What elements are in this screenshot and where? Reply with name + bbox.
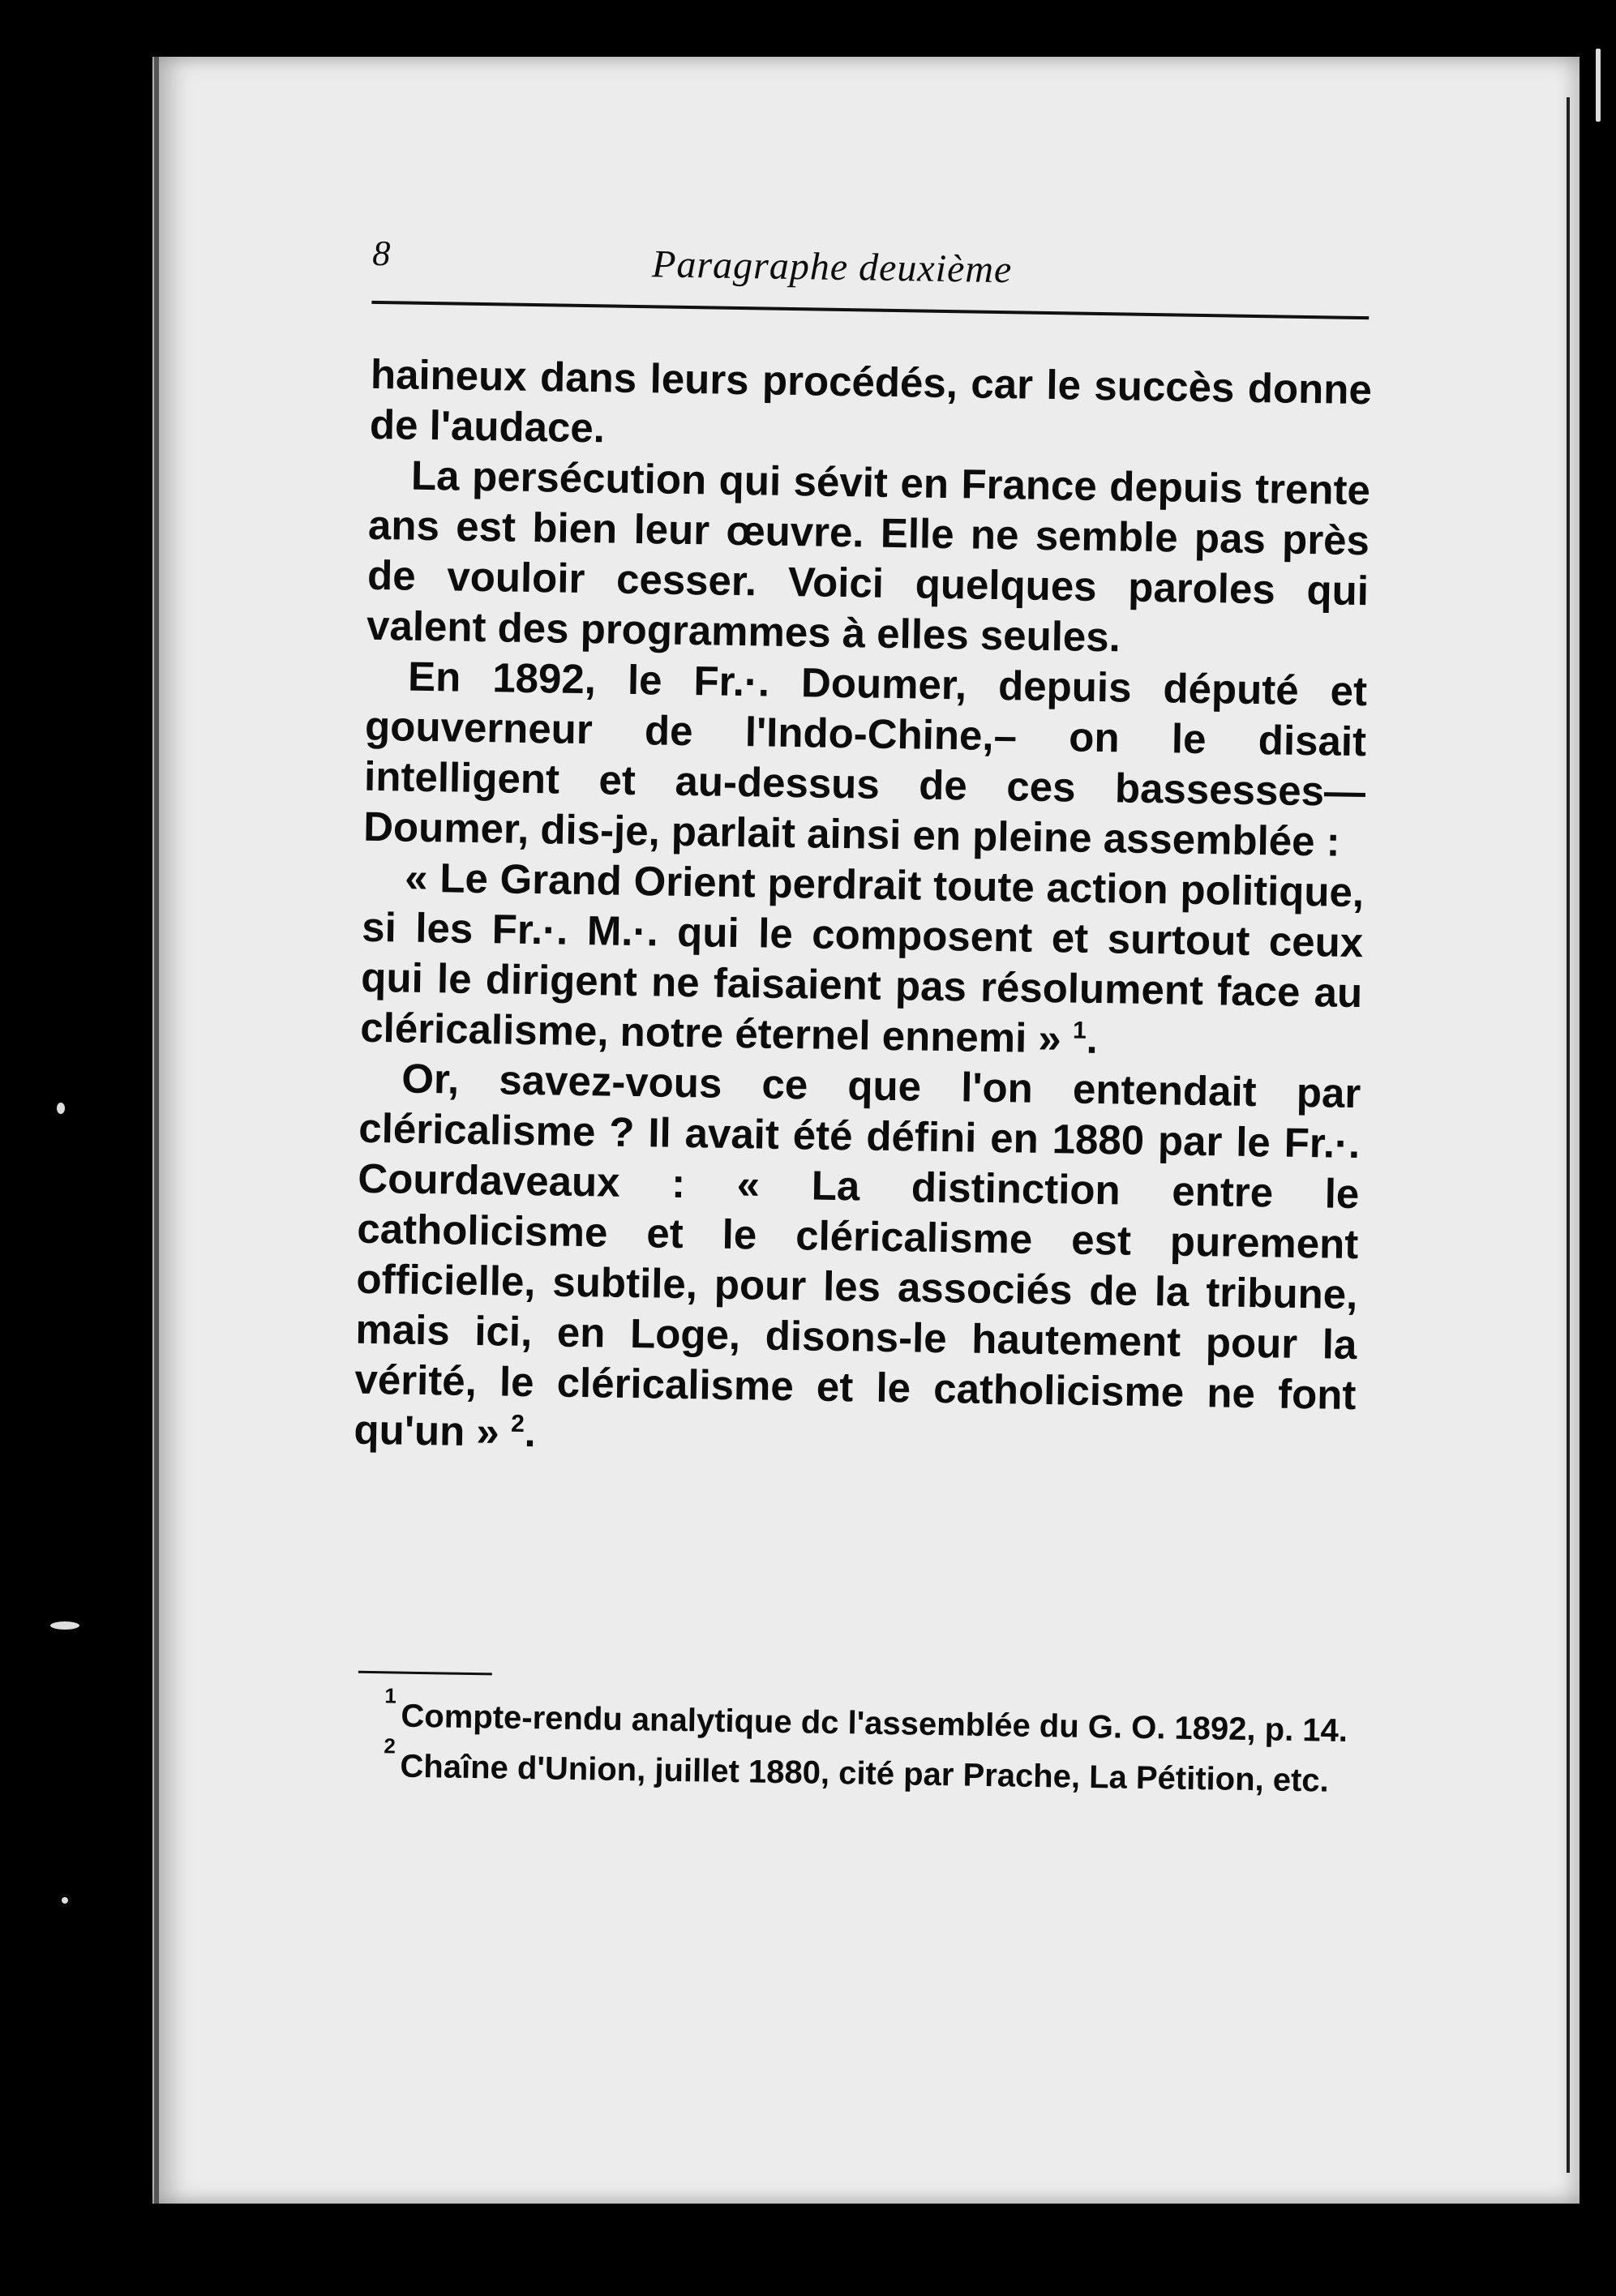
footnote-mark-2: 2: [384, 1733, 396, 1758]
footnote-2: [351, 1733, 1353, 1801]
footnotes: [350, 1683, 1353, 1811]
scan-speck: [50, 1621, 79, 1630]
paragraph-continuation: haineux dans leurs procédés, car le succès donne de l'audace.: [369, 350, 1373, 452]
footnote-text-2: Chaîne d'Union, juillet 1880, cité par Prache, La Pétition, etc.: [400, 1748, 1330, 1799]
footnote-text-1: Compte-rendu analytique dc l'assemblée du G. O. 1892, p. 14.: [401, 1698, 1348, 1749]
paragraph-clericalisme: [354, 1053, 1361, 1471]
paragraph-persecution: La persécution qui sévit en France depuis trente ans est bien leur œuvre. Elle ne semble pas près de vouloir cesser. Voici quelques paroles qui valent des programmes à elles seules.: [366, 452, 1371, 661]
scan-speck: [1596, 49, 1601, 122]
quote-text: « Le Grand Orient perdrait toute action politique, si les Fr.·. M.·. qui le composent et surtout ceux qui le dirigent ne faisaient pas résolument face au cléricalisme, notre éternel ennemi »: [359, 854, 1365, 1062]
clericalisme-text: Or, savez-vous ce que l'on entendait par cléricalisme ? Il avait été défini en 1880 par le Fr.·. Courdaveaux : « La distinction entre le catholicisme et le cléricalisme est purement officielle, subtile, pour les associés de la tribune, mais ici, en Loge, disons-le hautement pour la vérité, le cléricalisme et le catholicisme ne font qu'un »: [354, 1055, 1361, 1455]
paragraph-doumer: En 1892, le Fr.·. Doumer, depuis député et gouverneur de l'Indo-Chine,– on le disait intelligent et au-dessus de ces bassesses—Doumer, dis-je, parlait ainsi en pleine assemblée :: [362, 653, 1368, 865]
punctuation: .: [524, 1408, 537, 1456]
paragraph-quote-doumer: [360, 852, 1365, 1069]
punctuation: .: [1086, 1015, 1099, 1063]
running-head-title: Paragraphe deuxième: [651, 242, 1013, 292]
page-number: 8: [371, 233, 391, 274]
binding-edge: [154, 57, 159, 2204]
scan-speck: [62, 1897, 68, 1904]
footnote-ref-2[interactable]: 2: [510, 1410, 525, 1437]
footnote-ref-1[interactable]: 1: [1072, 1017, 1087, 1044]
body-text: [354, 349, 1372, 1471]
footnote-mark-1: 1: [384, 1683, 397, 1708]
scan-speck: [57, 1103, 65, 1114]
page-edge: [1567, 97, 1570, 2173]
